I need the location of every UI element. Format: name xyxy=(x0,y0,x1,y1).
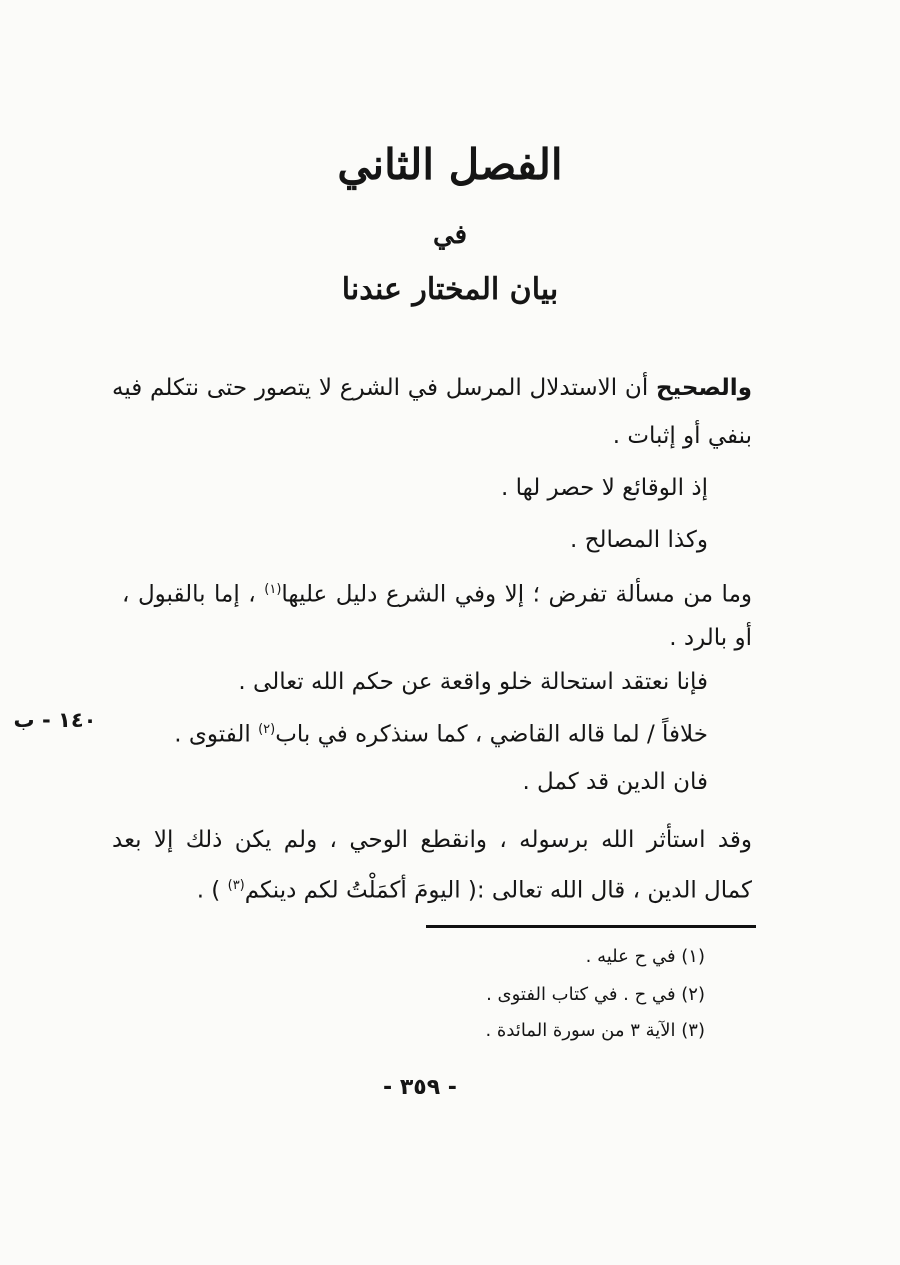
paragraph-3: وكذا المصالح . xyxy=(570,527,708,553)
paragraph-8-text-b: ) . xyxy=(196,877,221,904)
paragraph-4-text-a: وما من مسألة تفرض ؛ إلا وفي الشرع دليل عليها xyxy=(281,581,752,608)
paragraph-4-text-b: ، إما بالقبول ، xyxy=(122,581,256,608)
footnote-3: (٣) الآية ٣ من سورة المائدة . xyxy=(485,1020,705,1041)
footnote-ref-2: (٢) xyxy=(258,722,276,737)
paragraph-1-line-2: بنفي أو إثبات . xyxy=(612,423,752,449)
paragraph-8-text-a: كمال الدين ، قال الله تعالى :( اليومَ أكمَلْتُ لكم دينكم xyxy=(244,877,752,904)
margin-folio-note: ١٤٠ - ب xyxy=(13,708,97,732)
footnote-2: (٢) في ح . في كتاب الفتوى . xyxy=(486,984,705,1005)
paragraph-1-text: أن الاستدلال المرسل في الشرع لا يتصور حتى نتكلم فيه xyxy=(112,375,649,401)
footnote-divider xyxy=(426,925,756,928)
paragraph-2: إذ الوقائع لا حصر لها . xyxy=(500,475,708,501)
paragraph-4-line-2: أو بالرد . xyxy=(669,625,752,651)
footnote-ref-3: (٣) xyxy=(227,878,245,893)
footnote-1: (١) في ح عليه . xyxy=(585,946,705,967)
paragraph-6 xyxy=(108,714,708,751)
footnote-ref-1: (١) xyxy=(264,582,282,597)
chapter-connector: في xyxy=(432,220,468,250)
chapter-subtitle: بيان المختار عندنا xyxy=(341,272,559,307)
paragraph-4-line-1 xyxy=(122,574,752,611)
chapter-title: الفصل الثاني xyxy=(337,140,563,189)
paragraph-7: فان الدين قد كمل . xyxy=(522,769,708,795)
paragraph-6-text-a: خلافاً / لما قاله القاضي ، كما سنذكره في باب xyxy=(275,721,708,748)
paragraph-1-lead: والصحيح xyxy=(655,375,752,401)
paragraph-8-line-1: وقد استأثر الله برسوله ، وانقطع الوحي ، ولم يكن ذلك إلا بعد xyxy=(112,827,752,853)
paragraph-5: فإنا نعتقد استحالة خلو واقعة عن حكم الله تعالى . xyxy=(238,669,708,695)
page-number: - ٣٥٩ - xyxy=(383,1075,457,1100)
paragraph-8-line-2 xyxy=(112,870,752,907)
paragraph-6-text-b: الفتوى . xyxy=(174,721,251,748)
paragraph-1-line-1 xyxy=(112,372,752,404)
